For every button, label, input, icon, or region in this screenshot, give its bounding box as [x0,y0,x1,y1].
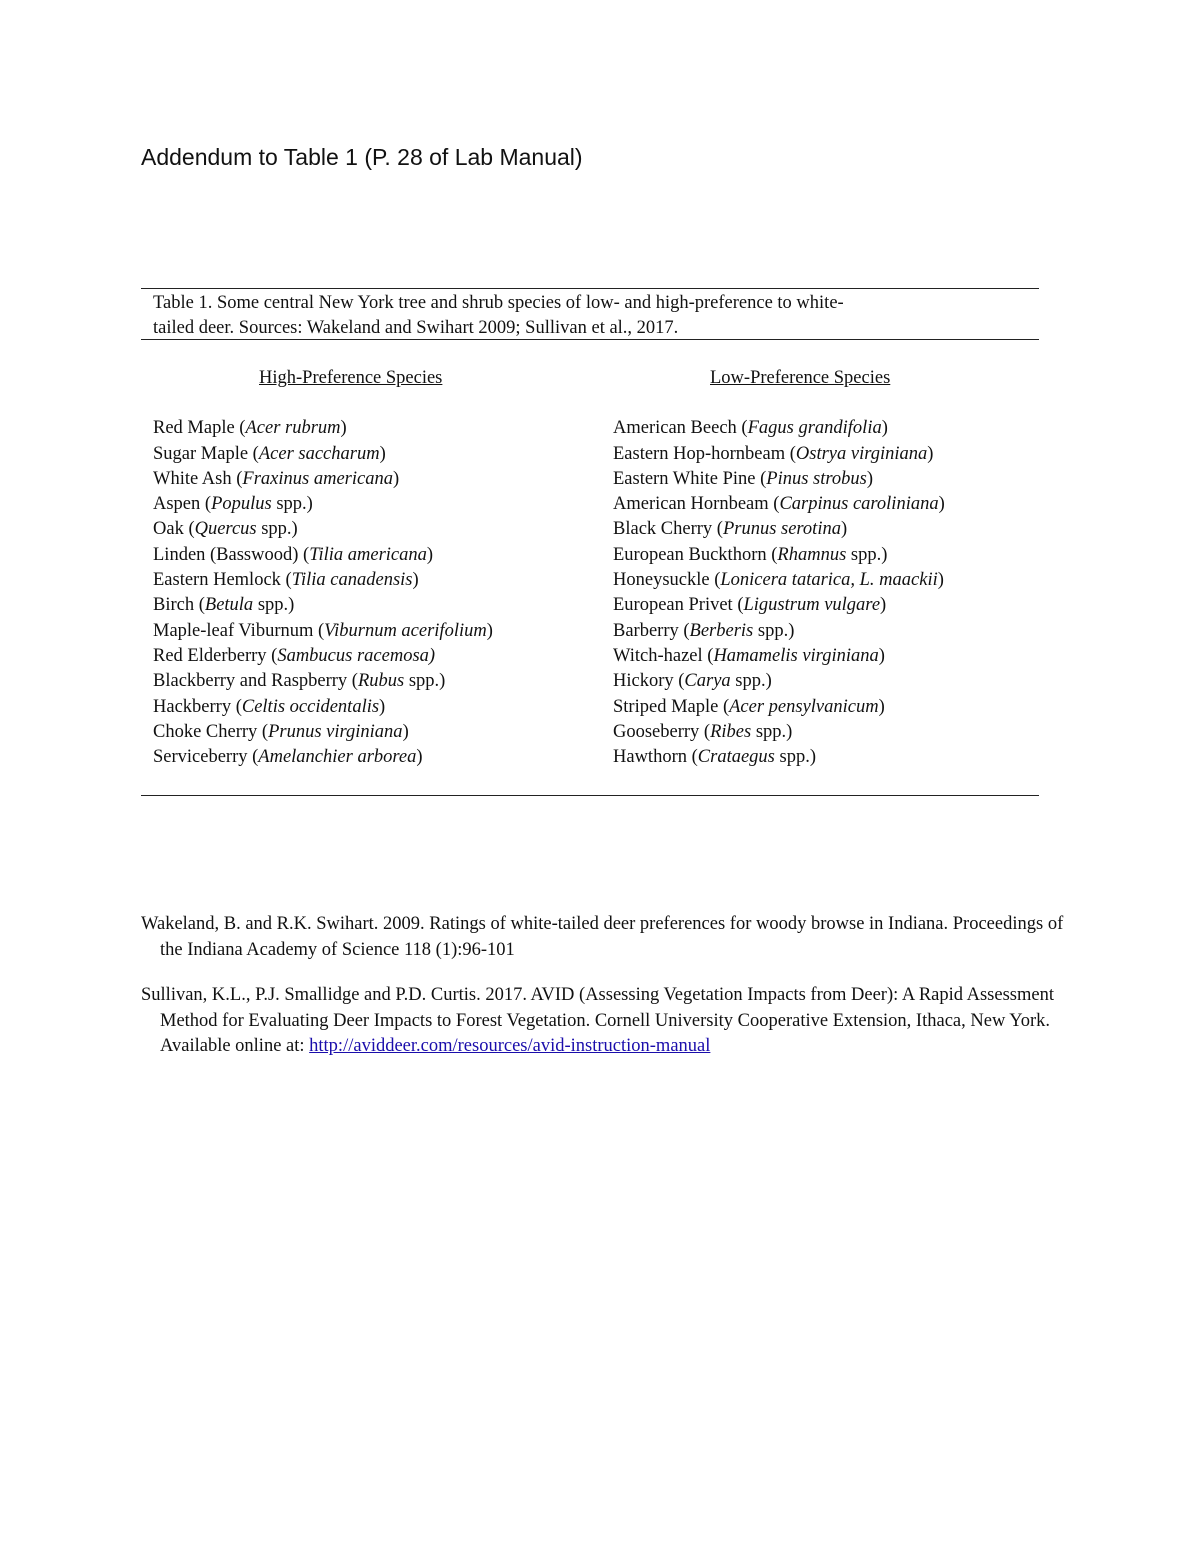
species-common-name: Oak ( [153,519,195,540]
low-preference-column [613,366,1033,770]
species-item [613,644,1033,669]
species-item [613,467,1033,492]
low-preference-header: Low-Preference Species [710,368,891,388]
species-item [613,492,1033,517]
species-common-name: Sugar Maple ( [153,443,259,464]
species-item [153,644,593,669]
species-common-name: Birch ( [153,595,205,616]
species-scientific-name: Prunus serotina [722,519,841,540]
species-suffix: ) [402,721,409,742]
reference-sullivan [141,983,1071,1060]
species-suffix: ) [878,696,885,717]
species-scientific-name: Ribes [710,721,752,742]
high-preference-column [153,366,593,770]
species-common-name: Blackberry and Raspberry ( [153,671,358,692]
species-item [153,492,593,517]
species-suffix: spp.) [751,721,793,742]
species-suffix: ) [938,494,945,515]
species-scientific-name: Berberis [689,620,754,641]
species-suffix: ) [927,443,934,464]
species-scientific-name: Tilia americana [309,544,427,565]
species-item [613,669,1033,694]
species-common-name: Aspen ( [153,494,212,515]
high-preference-header: High-Preference Species [259,368,443,388]
species-suffix: spp.) [774,747,816,768]
species-scientific-name: Acer pensylvanicum [729,696,879,717]
species-common-name: Honeysuckle ( [613,570,721,591]
species-suffix: spp.) [271,494,313,515]
species-common-name: Choke Cherry ( [153,721,269,742]
species-item [153,467,593,492]
species-suffix: ) [416,747,423,768]
species-scientific-name: Ligustrum vulgare [743,595,881,616]
species-suffix: spp.) [253,595,295,616]
species-item [613,442,1033,467]
species-common-name: Hickory ( [613,671,685,692]
species-suffix: spp.) [256,519,298,540]
species-item [613,720,1033,745]
high-preference-list [153,416,593,770]
species-item [613,593,1033,618]
species-common-name: Black Cherry ( [613,519,723,540]
species-suffix: ) [937,570,944,591]
species-item [153,416,593,441]
species-common-name: Gooseberry ( [613,721,711,742]
low-preference-list [613,416,1033,770]
species-scientific-name: Fraxinus americana [242,468,393,489]
species-scientific-name: Fagus grandifolia [747,418,882,439]
species-item [153,568,593,593]
species-common-name: Witch-hazel ( [613,645,714,666]
species-item [153,669,593,694]
reference-wakeland: Wakeland, B. and R.K. Swihart. 2009. Ratings of white-tailed deer preferences for woody browse in Indiana. Proceedings of the Indiana Academy of Science 118 (1):96-101 [141,914,1064,960]
species-item [613,543,1033,568]
species-item [153,442,593,467]
species-suffix: spp.) [753,620,795,641]
table-header-rule [141,339,1039,340]
species-common-name: American Hornbeam ( [613,494,780,515]
species-suffix: spp.) [730,671,772,692]
avid-manual-link[interactable]: http://aviddeer.com/resources/avid-instruction-manual [309,1036,711,1056]
species-common-name: Barberry ( [613,620,690,641]
species-item [153,619,593,644]
species-common-name: Serviceberry ( [153,747,259,768]
species-item [613,568,1033,593]
species-suffix: ) [392,468,400,489]
references-section [141,912,1071,1080]
species-suffix: ) [486,620,493,641]
species-scientific-name: Carpinus caroliniana [779,494,939,515]
species-item [153,543,593,568]
species-suffix: ) [340,418,347,439]
species-common-name: White Ash ( [153,468,243,489]
species-item [613,619,1033,644]
species-common-name: Red Maple ( [153,418,246,439]
species-scientific-name: Ostrya virginiana [795,443,928,464]
species-common-name: Maple-leaf Viburnum ( [153,620,325,641]
species-suffix: ) [426,544,434,565]
species-common-name: Hackberry ( [153,696,242,717]
species-item [153,517,593,542]
species-suffix: ) [880,595,887,616]
species-scientific-name: Crataegus [697,747,775,768]
table-caption-line-2: tailed deer. Sources: Wakeland and Swihart 2009; Sullivan et al., 2017. [153,318,679,338]
species-common-name: Eastern White Pine ( [613,468,767,489]
species-suffix: spp.) [404,671,446,692]
species-scientific-name: Acer rubrum [245,418,341,439]
species-scientific-name: Quercus [194,519,257,540]
species-scientific-name: Celtis occidentalis [241,696,380,717]
species-common-name: European Buckthorn ( [613,544,778,565]
page-title: Addendum to Table 1 (P. 28 of Lab Manual) [141,144,583,170]
species-scientific-name: Lonicera tatarica, L. maackii [720,570,938,591]
species-common-name: Eastern Hop-hornbeam ( [613,443,796,464]
species-scientific-name: Carya [684,671,731,692]
reference-sullivan-text: Sullivan, K.L., P.J. Smallidge and P.D. Curtis. 2017. AVID (Assessing Vegetation Impacts from Deer): A Rapid Assessment Method for Evaluating Deer Impacts to Forest Vegetation. Cornell University Cooperative Extension, Ithaca, New York. Available online at: [141,985,1054,1056]
species-suffix: ) [412,570,419,591]
species-item [153,720,593,745]
species-item [613,745,1033,770]
species-scientific-name: Betula [204,595,254,616]
species-common-name: Striped Maple ( [613,696,730,717]
species-common-name: European Privet ( [613,595,744,616]
species-common-name: American Beech ( [613,418,748,439]
species-scientific-name: Hamamelis virginiana [713,645,879,666]
species-suffix: ) [379,696,386,717]
species-item [153,593,593,618]
species-suffix: ) [379,443,386,464]
species-scientific-name: Viburnum acerifolium [324,620,487,641]
species-scientific-name: Sambucus racemosa) [277,645,436,666]
table-caption [153,291,1023,341]
species-scientific-name: Amelanchier arborea [258,747,417,768]
species-common-name: Hawthorn ( [613,747,698,768]
species-scientific-name: Populus [211,494,272,515]
species-suffix: ) [866,468,874,489]
species-common-name: Red Elderberry ( [153,645,278,666]
species-suffix: ) [840,519,848,540]
species-item [613,695,1033,720]
species-scientific-name: Rhamnus [777,544,847,565]
species-item [613,416,1033,441]
species-scientific-name: Pinus strobus [766,468,867,489]
species-scientific-name: Tilia canadensis [291,570,413,591]
table-bottom-rule [141,795,1039,796]
species-common-name: Linden (Basswood) ( [153,544,310,565]
species-item [613,517,1033,542]
species-common-name: Eastern Hemlock ( [153,570,292,591]
species-item [153,745,593,770]
table-top-rule [141,288,1039,289]
species-suffix: spp.) [846,544,888,565]
species-scientific-name: Acer saccharum [258,443,380,464]
species-scientific-name: Prunus virginiana [268,721,403,742]
table-caption-line-1: Table 1. Some central New York tree and shrub species of low- and high-preference to white- [153,293,844,313]
species-item [153,695,593,720]
species-suffix: ) [881,418,888,439]
species-suffix: ) [878,645,885,666]
species-scientific-name: Rubus [357,671,405,692]
